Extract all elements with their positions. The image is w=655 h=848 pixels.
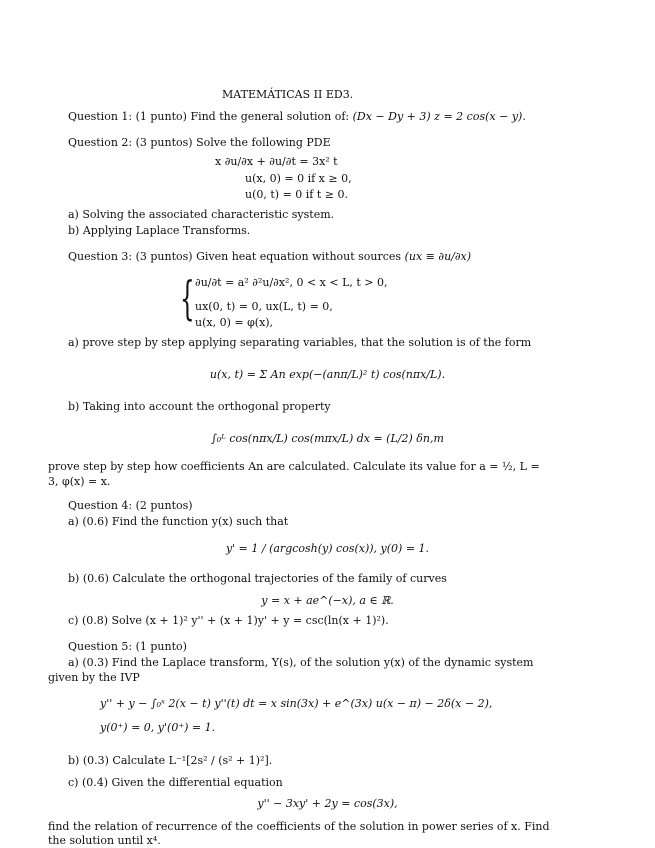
question-5-final-line-2: the solution until x⁴. [48, 834, 161, 847]
question-3-part-a: a) prove step by step applying separating variables, that the solution is of the form [68, 336, 532, 349]
question-4-part-b-equation: y = x + ae^(−x), a ∈ ℝ. [261, 594, 394, 607]
question-3-prove-line-1: prove step by step how coefficients An are calculated. Calculate its value for a = ½, L = [48, 460, 540, 473]
question-4-part-a-equation: y' = 1 / (argcosh(y) cos(x)), y(0) = 1. [225, 542, 430, 555]
question-2-part-b: b) Applying Laplace Transforms. [68, 224, 251, 237]
question-1-label: Question 1: (1 punto) [68, 110, 187, 123]
question-1 [68, 110, 526, 124]
question-3-text: Given heat equation without sources [196, 250, 402, 263]
question-4-part-b: b) (0.6) Calculate the orthogonal trajectories of the family of curves [68, 572, 447, 585]
question-3-notation: (ux ≡ ∂u/∂x) [404, 250, 472, 263]
question-2-condition-2: u(0, t) = 0 if t ≥ 0. [245, 188, 348, 201]
question-2 [68, 136, 331, 150]
question-5-part-c-equation: y'' − 3xy' + 2y = cos(3x), [257, 797, 398, 810]
question-2-label: Question 2: (3 puntos) [68, 136, 193, 149]
question-5-part-c: c) (0.4) Given the differential equation [68, 776, 283, 789]
question-2-part-a: a) Solving the associated characteristic system. [68, 208, 335, 221]
question-5-part-b: b) (0.3) Calculate L⁻¹[2s² / (s² + 1)²]. [68, 754, 273, 767]
ivp-initial-conditions: y(0⁺) = 0, y'(0⁺) = 1. [100, 721, 216, 734]
question-3 [68, 250, 471, 264]
question-5-part-a-line-1: a) (0.3) Find the Laplace transform, Y(s), of the solution y(x) of the dynamic system [68, 656, 534, 669]
ivp-equation: y'' + y − ∫₀ˣ 2(x − t) y''(t) dt = x sin(3x) + e^(3x) u(x − π) − 2δ(x − 2), [100, 697, 493, 710]
left-brace: { [180, 271, 195, 325]
initial-condition: u(x, 0) = φ(x), [195, 316, 274, 329]
series-solution: u(x, t) = Σ An exp(−(anπ/L)² t) cos(nπx/L). [209, 368, 446, 381]
question-3-label: Question 3: (3 puntos) [68, 250, 193, 263]
question-4-part-c: c) (0.8) Solve (x + 1)² y'' + (x + 1)y' + y = csc(ln(x + 1)²). [68, 614, 389, 627]
page-title: MATEMÁTICAS II ED3. [222, 88, 354, 101]
question-2-pde: x ∂u/∂x + ∂u/∂t = 3x² t [215, 155, 338, 168]
question-4-label: Question 4: (2 puntos) [68, 499, 193, 512]
question-2-condition-1: u(x, 0) = 0 if x ≥ 0, [245, 172, 352, 185]
question-1-text: Find the general solution of: [190, 110, 350, 123]
question-4-part-a: a) (0.6) Find the function y(x) such that [68, 515, 289, 528]
question-3-part-b: b) Taking into account the orthogonal property [68, 400, 331, 413]
question-5-label: Question 5: (1 punto) [68, 640, 187, 653]
question-5-final-line-1: find the relation of recurrence of the coefficients of the solution in power series of x. Find [48, 820, 550, 833]
question-1-equation: (Dx − Dy + 3) z = 2 cos(x − y). [352, 110, 526, 123]
boundary-conditions: ux(0, t) = 0, ux(L, t) = 0, [195, 300, 333, 313]
question-5-part-a-line-2: given by the IVP [48, 671, 140, 684]
orthogonal-property: ∫₀ᴸ cos(nπx/L) cos(mπx/L) dx = (L/2) δn,m [211, 432, 444, 445]
heat-equation: ∂u/∂t = a² ∂²u/∂x², 0 < x < L, t > 0, [195, 276, 388, 289]
question-3-prove-line-2: 3, φ(x) = x. [48, 475, 111, 488]
question-2-text: Solve the following PDE [196, 136, 331, 149]
